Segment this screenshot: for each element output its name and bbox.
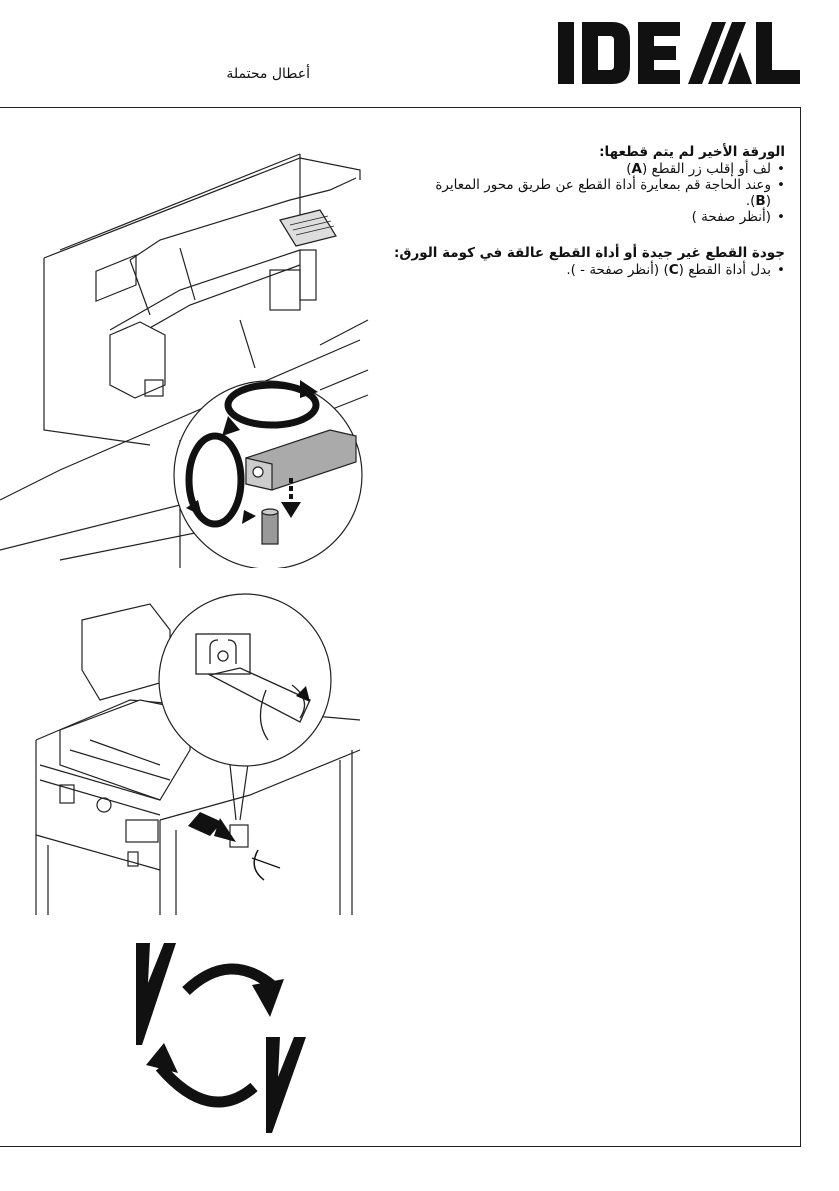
list-item: • وعند الحاجة قم بمعايرة أداة القطع عن طريق محور المعايرة (B).: [380, 177, 785, 209]
ideal-logo: [556, 20, 802, 88]
troubleshooting-text: [380, 144, 785, 278]
figure-adjustment-axis: [0, 140, 370, 568]
figure-rotate-knife-symbol: [120, 935, 320, 1135]
ref-label: C: [668, 262, 679, 278]
list-item-text: وعند الحاجة قم بمعايرة أداة القطع عن طريق محور المعايرة: [435, 177, 771, 193]
list-item-text: لف أو إقلب زر القطع: [651, 161, 771, 177]
figure-knife-change-tool: [0, 590, 370, 915]
page-ref-text: (أنظر صفحة - ).: [566, 262, 660, 278]
list-item: • لف أو إقلب زر القطع (A): [380, 161, 785, 177]
list-item-text: بدل أداة القطع: [688, 262, 771, 278]
page-title: أعطال محتملة: [226, 66, 310, 82]
page-ref-text: (أنظر صفحة ): [691, 209, 771, 225]
list-item-note: [380, 209, 785, 225]
list-item: • بدل أداة القطع (C) (أنظر صفحة - ).: [380, 262, 785, 278]
ref-label: B: [755, 193, 766, 209]
ref-label: A: [631, 161, 642, 177]
list-cut-quality: [380, 262, 785, 278]
section-heading-last-sheet: الورقة الأخير لم يتم قطعها:: [599, 144, 785, 160]
list-last-sheet: [380, 161, 785, 225]
section-heading-cut-quality: جودة القطع غير جيدة أو أداة القطع عالقة في كومة الورق:: [394, 245, 785, 261]
